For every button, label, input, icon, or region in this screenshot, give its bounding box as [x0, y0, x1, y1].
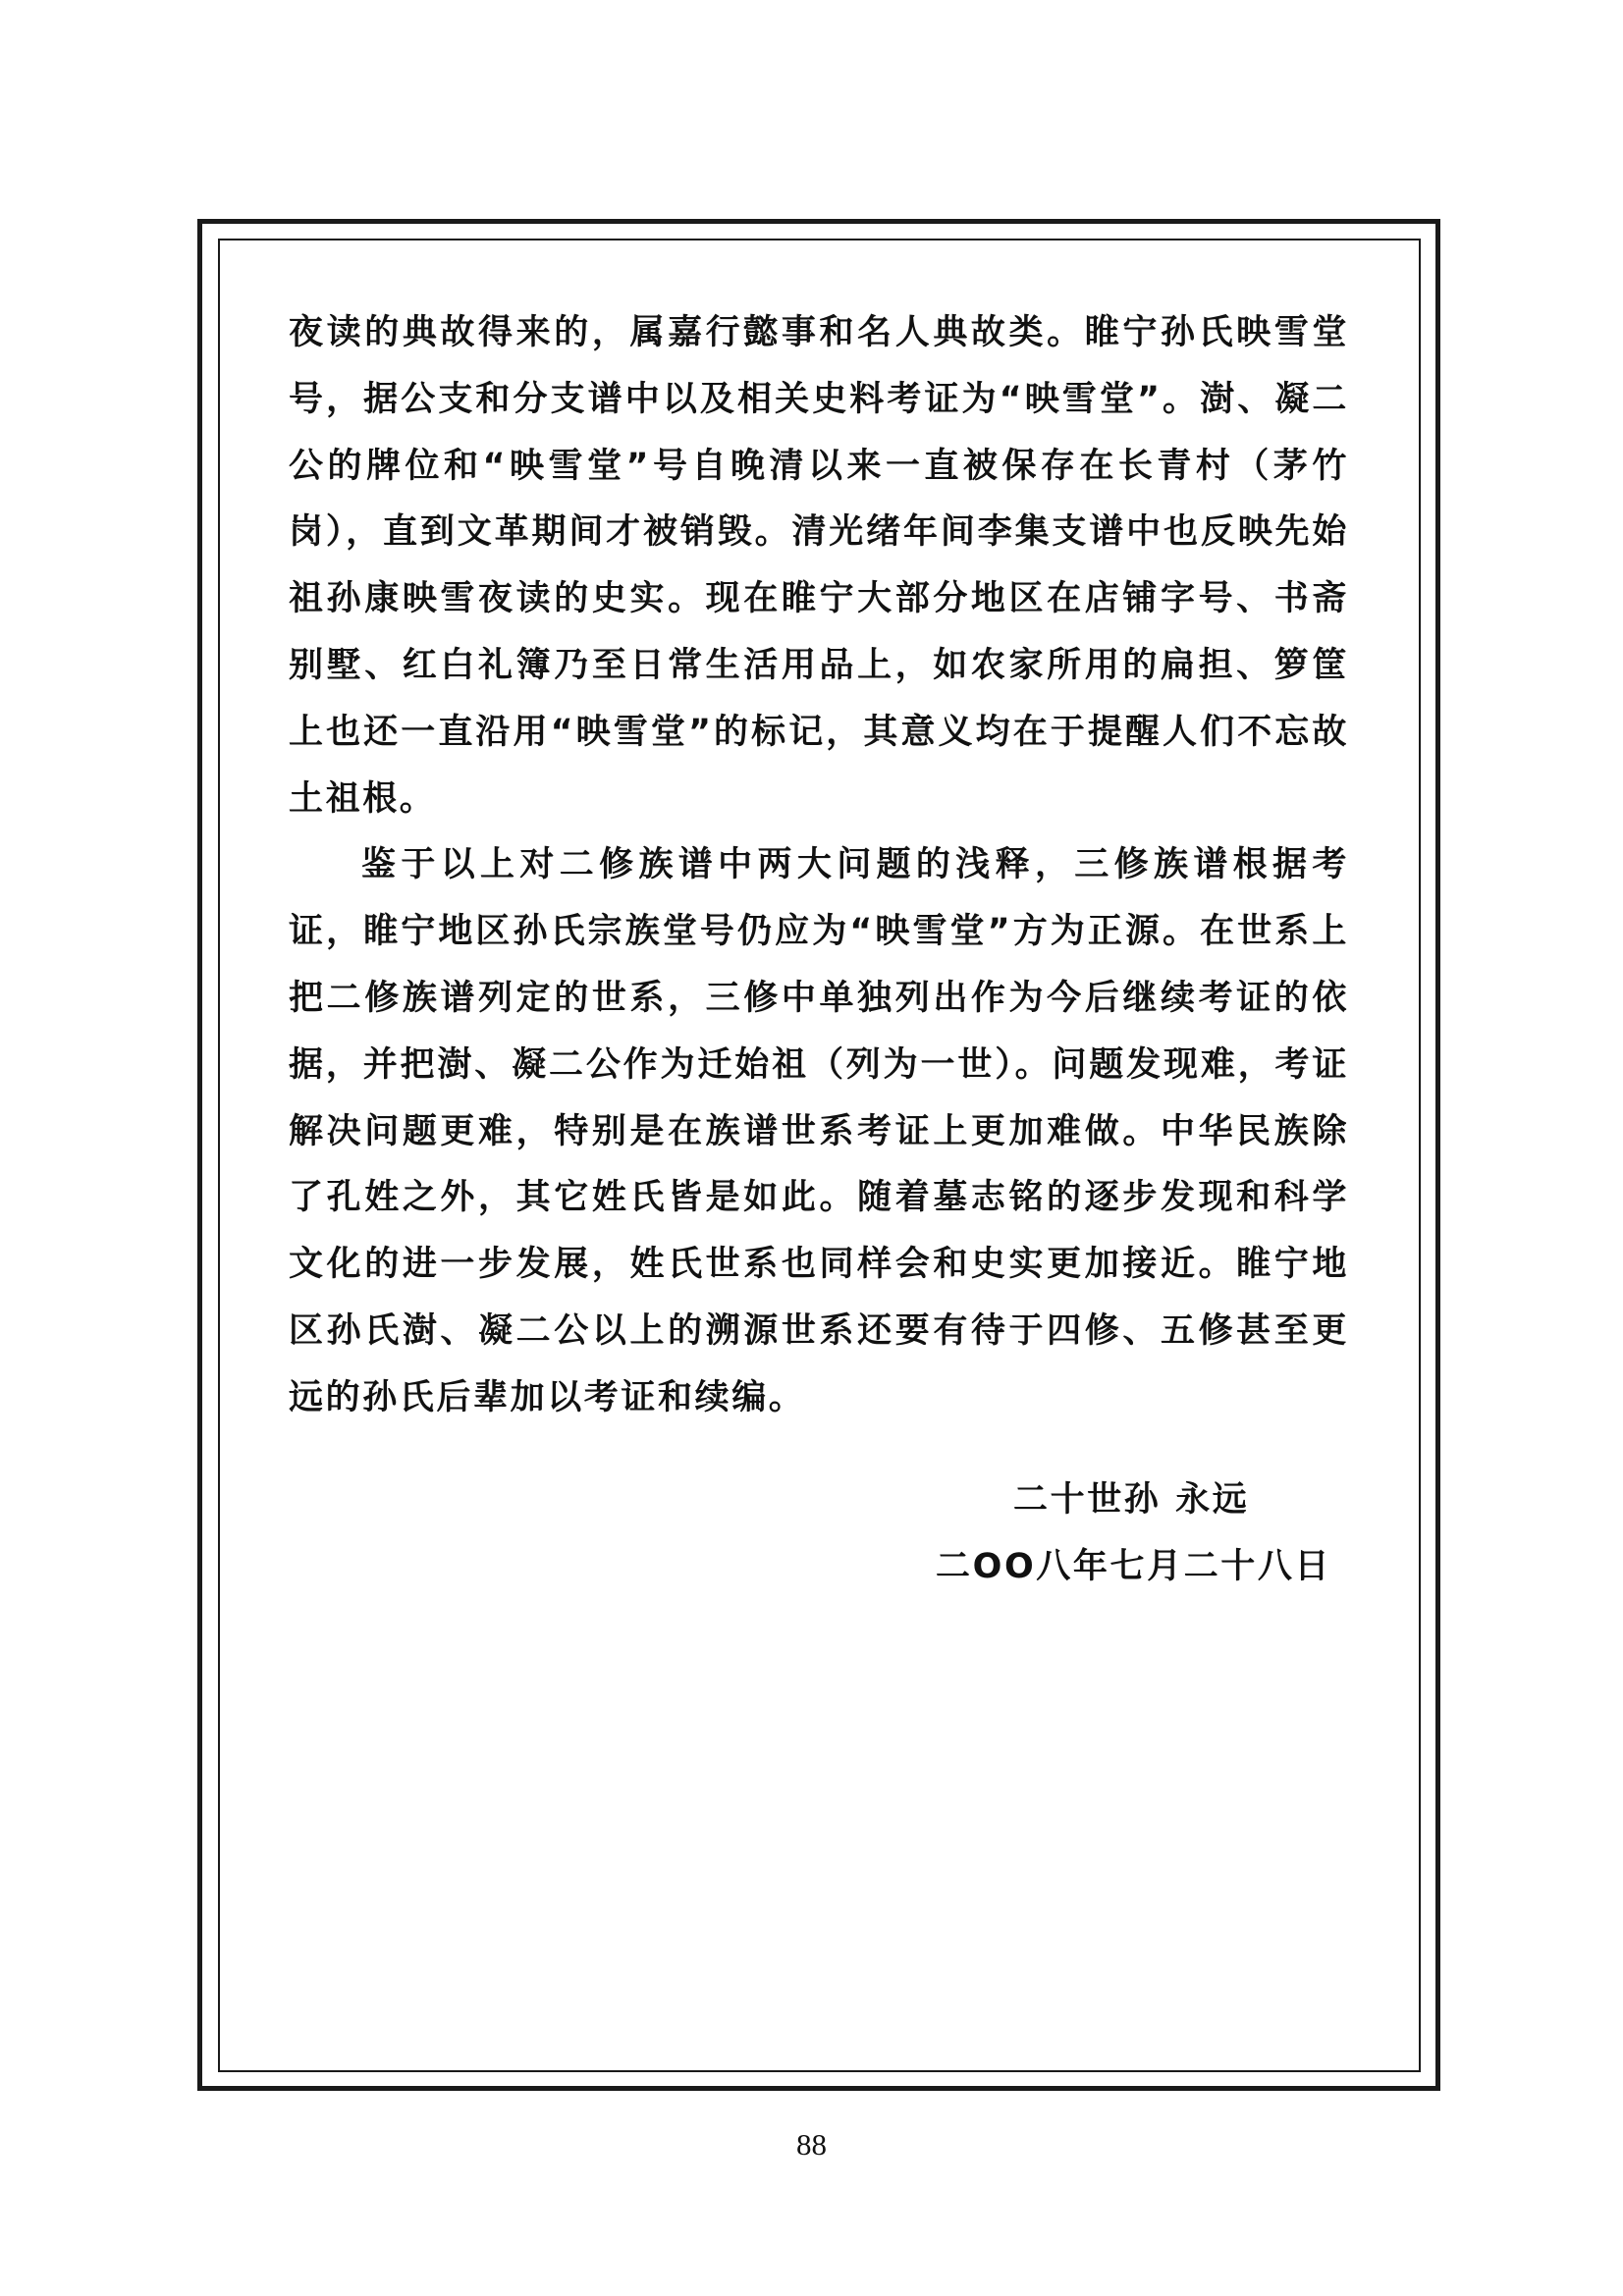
body-paragraph-2: 鉴于以上对二修族谱中两大问题的浅释，三修族谱根据考证，睢宁地区孙氏宗族堂号仍应为“映雪堂”方为正源。在世系上把二修族谱列定的世系，三修中单独列出作为今后继续考证的依据，并把澍、凝二公作为迁始祖（列为一世）。问题发现难，考证解决问题更难，特别是在族谱世系考证上更加难做。中华民族除了孔姓之外，其它姓氏皆是如此。随着墓志铭的逐步发现和科学文化的进一步发展，姓氏世系也同样会和史实更加接近。睢宁地区孙氏澍、凝二公以上的溯源世系还要有待于四修、五修甚至更远的孙氏后辈加以考证和续编。 [289, 845, 1349, 1417]
body-text [289, 300, 1349, 1432]
signature-date: 二OO八年七月二十八日 [936, 1547, 1332, 1586]
page-number: 88 [796, 2127, 827, 2162]
body-paragraph-1: 夜读的典故得来的，属嘉行懿事和名人典故类。睢宁孙氏映雪堂号，据公支和分支谱中以及相关史料考证为“映雪堂”。澍、凝二公的牌位和“映雪堂”号自晚清以来一直被保存在长青村（茅竹岗），直到文革期间才被销毁。清光绪年间李集支谱中也反映先始祖孙康映雪夜读的史实。现在睢宁大部分地区在店铺字号、书斋别墅、红白礼簿乃至日常生活用品上，如农家所用的扁担、箩筐上也还一直沿用“映雪堂”的标记，其意义均在于提醒人们不忘故土祖根。 [289, 313, 1349, 819]
signature-author: 二十世孙 永远 [1013, 1480, 1250, 1520]
